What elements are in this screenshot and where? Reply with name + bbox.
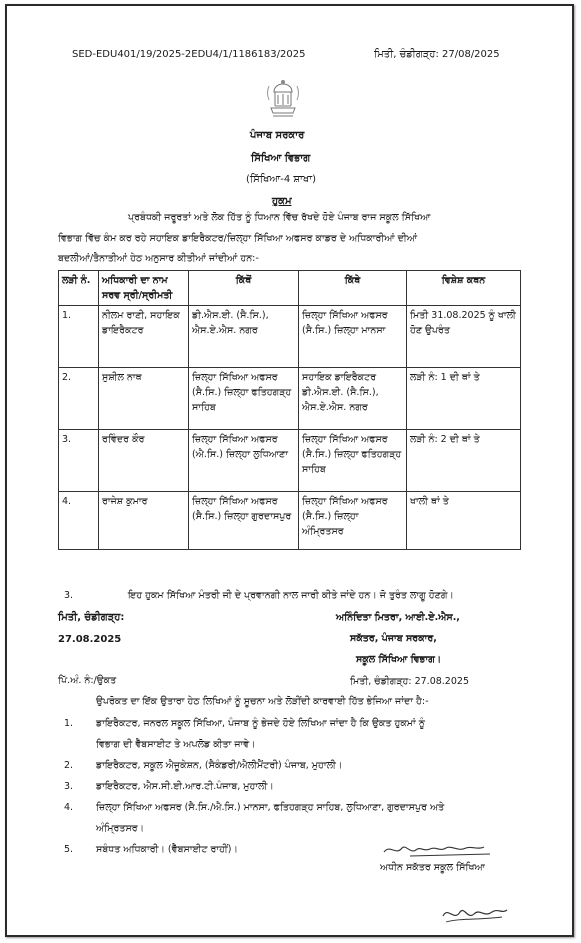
cell-name: ਸੁਸ਼ੀਲ ਨਾਥ: [99, 368, 189, 430]
table-row: [59, 368, 521, 430]
place-date-label: ਮਿਤੀ, ਚੰਡੀਗੜ੍ਹ:: [58, 612, 125, 623]
signatory-designation: ਸਕੱਤਰ, ਪੰਜਾਬ ਸਰਕਾਰ,: [350, 633, 437, 644]
endorsement-intro: ਉਪਰੋਕਤ ਦਾ ਇੱਕ ਉਤਾਰਾ ਹੇਠ ਲਿਖਿਆਂ ਨੂੰ ਸੂਚਨਾ ਅਤੇ ਲੋੜੀਂਦੀ ਕਾਰਵਾਈ ਹਿੱਤ ਭੇਜਿਆ ਜਾਂਦਾ ਹੈ:-: [96, 696, 429, 707]
cell-to: ਸਹਾਇਕ ਡਾਇਰੈਕਟਰ ਡੀ.ਐਸ.ਈ. (ਸੈ.ਸਿ.), ਐਸ.ਏ.ਐਸ. ਨਗਰ: [299, 368, 407, 430]
cell-sr: 2.: [59, 368, 99, 430]
transfer-table: [58, 270, 521, 550]
table-row: [59, 430, 521, 492]
list-item-number: 4.: [64, 802, 74, 813]
cell-from: ਜ਼ਿਲ੍ਹਾ ਸਿੱਖਿਆ ਅਫਸਰ (ਸੈ.ਸਿ.) ਜ਼ਿਲ੍ਹਾ ਗੁਰਦਾਸਪੁਰ: [189, 492, 299, 550]
office-branch: (ਸਿੱਖਿਆ-4 ਸ਼ਾਖਾ): [246, 174, 316, 185]
header-remarks: ਵਿਸ਼ੇਸ਼ ਕਥਨ: [407, 271, 521, 306]
signatory-name: ਅਨਿੰਦਿਤਾ ਮਿਤਰਾ, ਆਈ.ਏ.ਐਸ.,: [336, 612, 460, 623]
para3-text: ਇਹ ਹੁਕਮ ਸਿੱਖਿਆ ਮੰਤਰੀ ਜੀ ਦੇ ਪ੍ਰਵਾਨਗੀ ਨਾਲ ਜਾਰੀ ਕੀਤੇ ਜਾਂਦੇ ਹਨ। ਜੋ ਤੁਰੰਤ ਲਾਗੂ ਹੋਣਗੇ।: [128, 590, 454, 601]
under-secretary-designation: ਅਧੀਨ ਸਕੱਤਰ ਸਕੂਲ ਸਿੱਖਿਆ: [380, 862, 485, 873]
table-row: [59, 492, 521, 550]
cell-remark: ਮਿਤੀ 31.08.2025 ਨੂੰ ਖਾਲੀ ਹੋਣ ਉਪਰੰਤ: [407, 306, 521, 368]
office-department: ਸਿੱਖਿਆ ਵਿਭਾਗ: [251, 153, 311, 164]
cell-from: ਜ਼ਿਲ੍ਹਾ ਸਿੱਖਿਆ ਅਫਸਰ (ਐ.ਸਿ.) ਜ਼ਿਲ੍ਹਾ ਲੁਧਿਆਣਾ: [189, 430, 299, 492]
endorsement-date: ਮਿਤੀ, ਚੰਡੀਗੜ੍ਹ: 27.08.2025: [350, 676, 469, 687]
place-date-value: 27.08.2025: [58, 634, 122, 645]
cell-to: ਜ਼ਿਲ੍ਹਾ ਸਿੱਖਿਆ ਅਫਸਰ (ਸੈ.ਸਿ.) ਜ਼ਿਲ੍ਹਾ ਅੰਮ੍ਰਿਤਸਰ: [299, 492, 407, 550]
intro-line-1: ਪ੍ਰਬੰਧਕੀ ਜਰੂਰਤਾਂ ਅਤੇ ਲੋਕ ਹਿੱਤ ਨੂੰ ਧਿਆਨ ਵਿੱਚ ਰੱਖਦੇ ਹੋਏ ਪੰਜਾਬ ਰਾਜ ਸਕੂਲ ਸਿੱਖਿਆ: [128, 212, 431, 223]
list-item: ਜ਼ਿਲ੍ਹਾ ਸਿੱਖਿਆ ਅਫਸਰ (ਸੈ.ਸਿ./ਐ.ਸਿ.) ਮਾਨਸਾ, ਫਤਿਹਗੜ੍ਹ ਸਾਹਿਬ, ਲੁਧਿਆਣਾ, ਗੁਰਦਾਸਪੁਰ ਅਤੇ: [96, 802, 445, 813]
cell-remark: ਲੜੀ ਨੰ: 1 ਦੀ ਥਾਂ ਤੇ: [407, 368, 521, 430]
list-item-number: 1.: [64, 718, 74, 729]
cell-name: ਰਵਿੰਦਰ ਕੌਰ: [99, 430, 189, 492]
reference-number: SED-EDU401/19/2025-2EDU4/1/1186183/2025: [72, 49, 306, 60]
list-item-number: 2.: [64, 760, 74, 771]
handwritten-initials: [440, 902, 510, 926]
intro-line-3: ਬਦਲੀਆਂ/ਤੈਨਾਤੀਆਂ ਹੇਠ ਅਨੁਸਾਰ ਕੀਤੀਆਂ ਜਾਂਦੀਆਂ ਹਨ:-: [58, 253, 259, 264]
cell-sr: 4.: [59, 492, 99, 550]
list-item: ਡਾਇਰੈਕਟਰ, ਜਨਰਲ ਸਕੂਲ ਸਿੱਖਿਆ, ਪੰਜਾਬ ਨੂੰ ਭੇਜਦੇ ਹੋਏ ਲਿਖਿਆ ਜਾਂਦਾ ਹੈ ਕਿ ਉਕਤ ਹੁਕਮਾਂ ਨੂੰ: [96, 718, 425, 729]
cell-name: ਨੀਲਮ ਰਾਣੀ, ਸਹਾਇਕ ਡਾਇਰੈਕਟਰ: [99, 306, 189, 368]
cell-to: ਜ਼ਿਲ੍ਹਾ ਸਿੱਖਿਆ ਅਫਸਰ (ਸੈ.ਸਿ.) ਜ਼ਿਲ੍ਹਾ ਫਤਿਹਗੜ੍ਹ ਸਾਹਿਬ: [299, 430, 407, 492]
table-header-row: [59, 271, 521, 306]
intro-line-2: ਵਿਭਾਗ ਵਿੱਚ ਕੰਮ ਕਰ ਰਹੇ ਸਹਾਇਕ ਡਾਇਰੈਕਟਰ/ਜ਼ਿਲ੍ਹਾ ਸਿੱਖਿਆ ਅਫਸਰ ਕਾਡਰ ਦੇ ਅਧਿਕਾਰੀਆਂ ਦੀਆਂ: [58, 233, 418, 244]
handwritten-signature: [380, 838, 500, 862]
endorsement-ref: ਪਿੱ.ਅੰ. ਨੰ:/ਉਕਤ: [58, 675, 117, 686]
list-item: ਸਬੰਧਤ ਅਧਿਕਾਰੀ। (ਵੈੱਬਸਾਈਟ ਰਾਹੀਂ)।: [96, 844, 238, 855]
header-date: ਮਿਤੀ, ਚੰਡੀਗੜ੍ਹ: 27/08/2025: [374, 49, 500, 60]
government-emblem: [263, 78, 303, 128]
list-item-continued: ਵਿਭਾਗ ਦੀ ਵੈੱਬਸਾਈਟ ਤੇ ਅਪਲੋਡ ਕੀਤਾ ਜਾਵੇ।: [96, 739, 256, 750]
cell-from: ਡੀ.ਐਸ.ਈ. (ਸੈ.ਸਿ.), ਐਸ.ਏ.ਐਸ. ਨਗਰ: [189, 306, 299, 368]
cell-sr: 3.: [59, 430, 99, 492]
list-item: ਡਾਇਰੈਕਟਰ, ਐਸ.ਸੀ.ਈ.ਆਰ.ਟੀ.ਪੰਜਾਬ, ਮੁਹਾਲੀ।: [96, 781, 274, 792]
cell-sr: 1.: [59, 306, 99, 368]
header-name: ਅਧਿਕਾਰੀ ਦਾ ਨਾਮ ਸਰਵ ਸ੍ਰੀ/ਸ੍ਰੀਮਤੀ: [99, 271, 189, 306]
list-item-number: 5.: [64, 844, 74, 855]
cell-from: ਜ਼ਿਲ੍ਹਾ ਸਿੱਖਿਆ ਅਫਸਰ (ਸੈ.ਸਿ.) ਜ਼ਿਲ੍ਹਾ ਫਤਿਹਗੜ੍ਹ ਸਾਹਿਬ: [189, 368, 299, 430]
header-sr: ਲੜੀ ਨੰ.: [59, 271, 99, 306]
cell-remark: ਖਾਲੀ ਥਾਂ ਤੇ: [407, 492, 521, 550]
cell-remark: ਲੜੀ ਨੰ: 2 ਦੀ ਥਾਂ ਤੇ: [407, 430, 521, 492]
list-item: ਡਾਇਰੈਕਟਰ, ਸਕੂਲ ਐਜੂਕੇਸ਼ਨ, (ਸੈਕੰਡਰੀ/ਐਲੀਮੈਂਟਰੀ) ਪੰਜਾਬ, ਮੁਹਾਲੀ।: [96, 760, 343, 771]
list-item-continued: ਅੰਮ੍ਰਿਤਸਰ।: [96, 823, 145, 834]
para3-number: 3.: [64, 590, 74, 601]
header-from: ਕਿੱਥੋਂ: [189, 271, 299, 306]
signatory-department: ਸਕੂਲ ਸਿੱਖਿਆ ਵਿਭਾਗ।: [356, 654, 442, 665]
table-row: [59, 306, 521, 368]
header-to: ਕਿੱਥੇ: [299, 271, 407, 306]
office-government: ਪੰਜਾਬ ਸਰਕਾਰ: [250, 130, 305, 141]
order-title: ਹੁਕਮ: [272, 196, 292, 207]
cell-to: ਜ਼ਿਲ੍ਹਾ ਸਿੱਖਿਆ ਅਫਸਰ (ਸੈ.ਸਿ.) ਜ਼ਿਲ੍ਹਾ ਮਾਨਸਾ: [299, 306, 407, 368]
cell-name: ਰਾਜੇਸ਼ ਕੁਮਾਰ: [99, 492, 189, 550]
list-item-number: 3.: [64, 781, 74, 792]
